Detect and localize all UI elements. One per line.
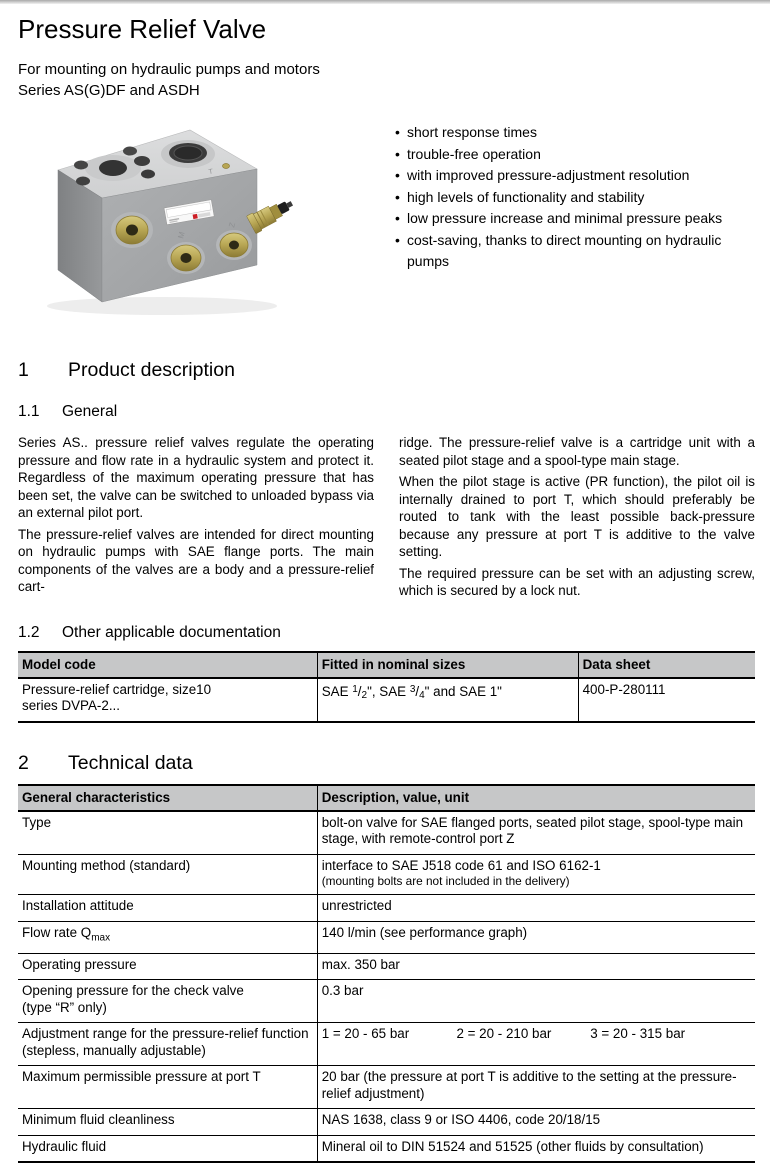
model-code-line: series DVPA-2... [22,698,313,715]
feature-item [395,208,755,230]
section-title: General [62,403,117,421]
valve-port-z [216,230,252,260]
feature-text: cost-saving, thanks to direct mounting on hydraulic pumps [407,230,755,273]
section-title: Other applicable documentation [62,624,281,642]
characteristic-line: Adjustment range for the pressure-relief function [22,1026,313,1043]
table-row [18,854,755,895]
value-cell [317,1023,755,1066]
brand-logo-mark [193,214,198,219]
documentation-table [18,651,755,723]
bullet-icon [395,230,407,273]
section-title: Product description [68,359,235,382]
text-column-right [399,434,755,600]
value-cell: bolt-on valve for SAE flanged ports, seated pilot stage, spool-type main stage, with remote-control port Z [317,811,755,855]
characteristic-cell: Flow rate $Q_{max}$ [18,921,317,953]
hero-section [18,117,755,329]
bullet-icon [395,122,407,144]
valve-port-p [111,212,153,248]
value-cell [317,854,755,895]
subtitle-line-2: Series AS(G)DF and ASDH [18,80,755,101]
section-number: 2 [18,752,68,775]
product-image [18,117,380,317]
feature-item [395,144,755,166]
valve-top-plug [223,164,230,169]
model-code-cell [18,678,317,722]
value-line: interface to SAE J518 code 61 and ISO 6162-1 [322,858,751,875]
paragraph: The pressure-relief valves are intended for direct mounting on hydraulic pumps with SAE flange ports. The main components of the valves are a body and a pressure-relief cart- [18,526,374,596]
characteristic-cell: Maximum permissible pressure at port T [18,1066,317,1109]
feature-text: trouble-free operation [407,144,541,166]
table-row [18,921,755,953]
value-cell: 140 l/min (see performance graph) [317,921,755,953]
paragraph: ridge. The pressure-relief valve is a cartridge unit with a seated pilot stage and a spool-type main stage. [399,434,755,469]
feature-item [395,165,755,187]
section-number: 1.2 [18,624,62,642]
subtitle-line-1: For mounting on hydraulic pumps and motors [18,59,755,80]
characteristic-cell: Operating pressure [18,953,317,980]
column-header: General characteristics [18,785,317,811]
section-number: 1 [18,359,68,382]
characteristic-cell: Installation attitude [18,895,317,922]
table-row [18,980,755,1023]
table-row [18,1135,755,1162]
paragraph: The required pressure can be set with an adjusting screw, which is secured by a lock nut. [399,565,755,600]
feature-text: high levels of functionality and stability [407,187,644,209]
nominal-sizes-cell: SAE $^1/_2$", SAE $^3/_4$" and SAE 1" [317,678,578,722]
characteristic-cell: Hydraulic fluid [18,1135,317,1162]
section-number: 1.1 [18,403,62,421]
section-2-heading [18,752,755,775]
technical-data-table [18,784,755,1163]
feature-text: low pressure increase and minimal pressure peaks [407,208,722,230]
value-part: 3 = 20 - 315 bar [590,1026,685,1043]
bullet-icon [395,165,407,187]
section-1-1-heading [18,403,755,421]
port-label-m: M [176,230,187,239]
bullet-icon [395,208,407,230]
feature-text: short response times [407,122,537,144]
section-1-2-heading [18,624,755,642]
table-row [18,1023,755,1066]
characteristic-cell: Type [18,811,317,855]
characteristic-line: (stepless, manually adjustable) [22,1043,313,1060]
paragraph: When the pilot stage is active (PR function), the pilot oil is internally drained to port T, which should preferably be routed to tank with the least possible back-pressure because any pressure at port T is additive to the valve setting. [399,473,755,561]
section-title: Technical data [68,752,193,775]
value-cell: 0.3 bar [317,980,755,1023]
general-text-columns [18,434,755,600]
model-code-line: Pressure-relief cartridge, size10 [22,682,313,699]
characteristic-line: Opening pressure for the check valve [22,983,313,1000]
characteristic-line: (type “R” only) [22,1000,313,1017]
feature-list [395,117,755,273]
table-row [18,811,755,855]
port-label-t: T [208,168,214,176]
bullet-icon [395,187,407,209]
bullet-icon [395,144,407,166]
value-cell: 20 bar (the pressure at port T is additive to the setting at the pressure-relief adjustment) [317,1066,755,1109]
column-header: Description, value, unit [317,785,755,811]
characteristic-cell [18,980,317,1023]
page-subtitle [18,59,755,101]
valve-top-sae-port [161,140,215,168]
valve-shadow [47,297,277,315]
port-label-z: Z [227,221,237,228]
characteristic-cell: Mounting method (standard) [18,854,317,895]
column-header: Fitted in nominal sizes [317,652,578,678]
datasheet-page [0,4,770,1163]
table-row [18,1109,755,1136]
table-row [18,678,755,722]
data-sheet-cell: 400-P-280111 [578,678,755,722]
valve-port-m [167,242,205,274]
characteristic-cell [18,1023,317,1066]
column-header: Data sheet [578,652,755,678]
value-part: 1 = 20 - 65 bar [322,1026,453,1043]
value-part: 2 = 20 - 210 bar [456,1026,586,1043]
text-column-left [18,434,374,600]
value-note: (mounting bolts are not included in the delivery) [322,874,751,888]
page-title: Pressure Relief Valve [18,14,755,45]
table-row [18,895,755,922]
characteristic-cell: Minimum fluid cleanliness [18,1109,317,1136]
value-cell: unrestricted [317,895,755,922]
valve-illustration [37,117,357,317]
table-row [18,1066,755,1109]
value-cell: NAS 1638, class 9 or ISO 4406, code 20/18/15 [317,1109,755,1136]
feature-item [395,187,755,209]
feature-text: with improved pressure-adjustment resolution [407,165,689,187]
paragraph: Series AS.. pressure relief valves regulate the operating pressure and flow rate in a hydraulic system and protect it. Regardless of the maximum operating pressure that has been set, the valve can be switched to unloaded bypass via an external pilot port. [18,434,374,522]
value-cell: max. 350 bar [317,953,755,980]
column-header: Model code [18,652,317,678]
value-cell: Mineral oil to DIN 51524 and 51525 (other fluids by consultation) [317,1135,755,1162]
feature-item [395,122,755,144]
table-row [18,953,755,980]
section-1-heading [18,359,755,382]
feature-item [395,230,755,273]
